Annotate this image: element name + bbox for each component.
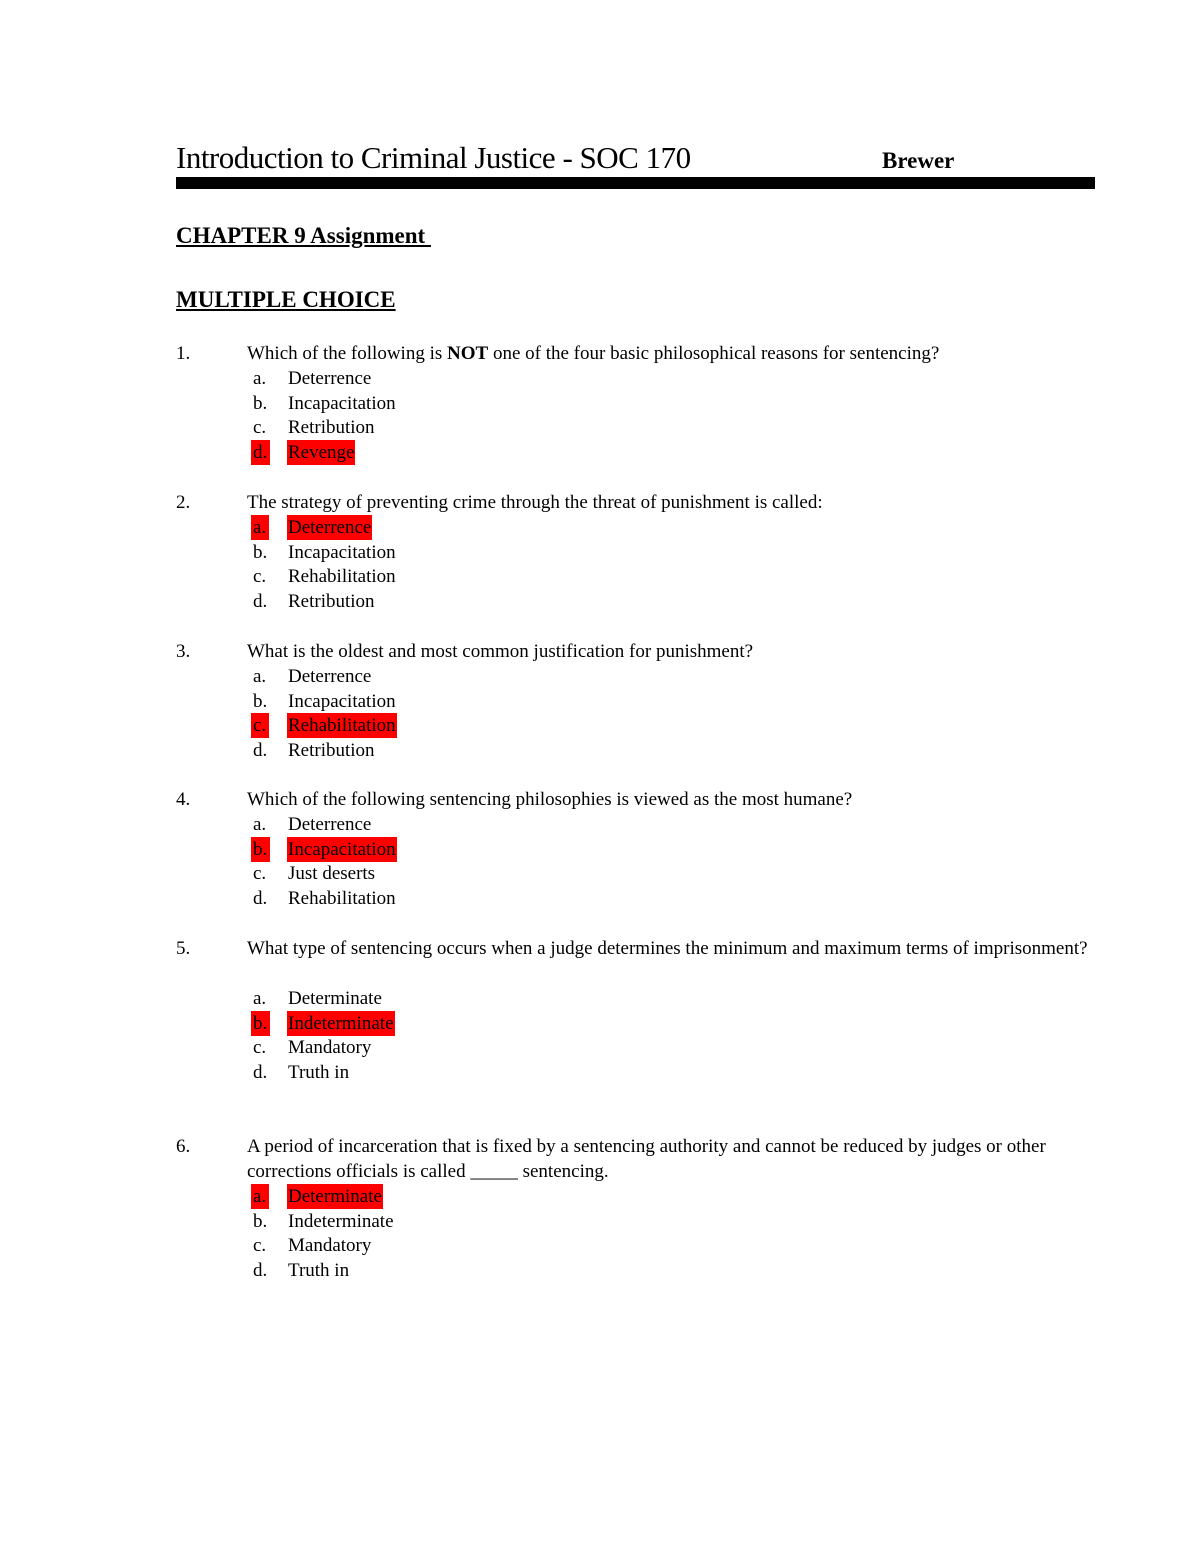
option-label: Rehabilitation [288, 888, 396, 910]
option-letter: a. [253, 814, 267, 835]
question-number: 4. [176, 789, 191, 810]
option-letter: d. [253, 1062, 268, 1084]
question-number: 3. [176, 641, 191, 662]
section-heading-multiple-choice: MULTIPLE CHOICE [176, 287, 396, 312]
question-text: Which of the following sentencing philosophies is viewed as the most humane? [247, 789, 853, 810]
option-letter: d. [253, 591, 268, 613]
option-label: Truth in [288, 1062, 350, 1084]
option-label: Determinate [288, 1186, 382, 1207]
option-letter: c. [251, 713, 269, 738]
option-letter: d. [253, 740, 268, 762]
option-label: Retribution [288, 591, 375, 613]
option-label: Deterrence [288, 368, 372, 389]
question-text [247, 341, 1092, 366]
option-label: Mandatory [288, 1235, 372, 1257]
option-letter: c. [253, 566, 267, 588]
option-label: Indeterminate [288, 1012, 394, 1034]
question-text-part: one of the four basic philosophical reasons for sentencing? [488, 343, 940, 364]
option-label: Incapacitation [288, 690, 396, 712]
question-number: 1. [176, 343, 191, 364]
question-text: What type of sentencing occurs when a judge determines the minimum and maximum terms of imprisonment? [247, 938, 1088, 959]
option-letter: b. [253, 690, 268, 712]
question-text-part: Which of the following is [247, 343, 447, 364]
option-letter: c. [253, 1235, 267, 1257]
option-letter: a. [251, 515, 269, 540]
header-rule [176, 177, 1095, 189]
option-label: Rehabilitation [288, 715, 396, 737]
option-letter: b. [251, 1011, 270, 1036]
question-number: 6. [176, 1136, 191, 1157]
option-letter: b. [253, 392, 268, 414]
option-label: Determinate [288, 988, 382, 1009]
option-letter: b. [253, 541, 268, 563]
option-label: Incapacitation [288, 392, 396, 414]
option-letter: c. [253, 863, 267, 885]
option-letter: d. [251, 440, 270, 465]
question-text: A period of incarceration that is fixed by a sentencing authority and cannot be reduced by judges or other corrections officials is called _____ sentencing. [247, 1136, 1046, 1182]
option-label: Revenge [288, 442, 355, 464]
option-letter: b. [251, 837, 270, 862]
option-letter: c. [253, 417, 267, 439]
option-label: Just deserts [288, 863, 376, 885]
option-label: Deterrence [288, 666, 372, 687]
question-text-emphasis: NOT [447, 343, 489, 364]
option-letter: a. [253, 988, 267, 1009]
option-letter: d. [253, 1260, 268, 1282]
option-label: Incapacitation [288, 541, 396, 563]
option-label: Deterrence [288, 517, 372, 538]
question-text: The strategy of preventing crime through the threat of punishment is called: [247, 492, 823, 513]
question-number: 2. [176, 492, 191, 513]
question-text: What is the oldest and most common justification for punishment? [247, 641, 754, 662]
question-number: 5. [176, 938, 191, 959]
instructor-name: Brewer [882, 148, 955, 173]
option-label: Retribution [288, 417, 375, 439]
option-label: Incapacitation [288, 838, 396, 860]
option-letter: b. [253, 1210, 268, 1232]
option-letter: a. [253, 368, 267, 389]
chapter-heading: CHAPTER 9 Assignment [176, 223, 431, 248]
option-label: Deterrence [288, 814, 372, 835]
option-label: Truth in [288, 1260, 350, 1282]
option-letter: a. [253, 666, 267, 687]
option-label: Indeterminate [288, 1210, 394, 1232]
option-label: Mandatory [288, 1037, 372, 1059]
option-label: Retribution [288, 740, 375, 762]
course-title: Introduction to Criminal Justice - SOC 170 [176, 140, 691, 175]
option-letter: d. [253, 888, 268, 910]
option-letter: a. [251, 1184, 269, 1209]
option-letter: c. [253, 1037, 267, 1059]
option-label: Rehabilitation [288, 566, 396, 588]
